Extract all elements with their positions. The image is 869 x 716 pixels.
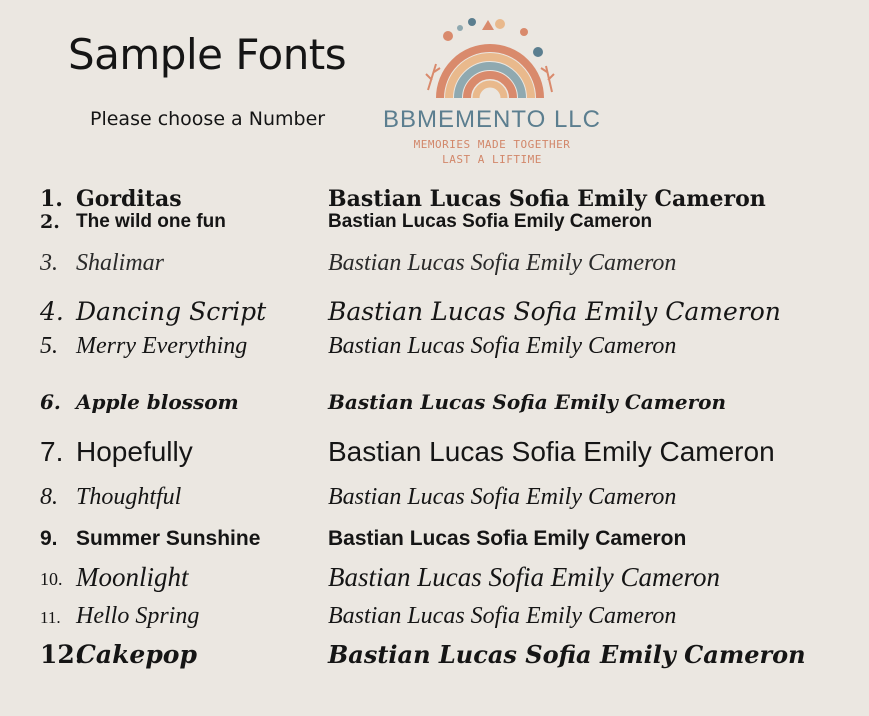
- font-number: 11.: [40, 608, 61, 627]
- font-name: Hopefully: [76, 436, 193, 467]
- rainbow-logo-icon: [420, 14, 560, 104]
- font-sample: Bastian Lucas Sofia Emily Cameron: [328, 390, 726, 414]
- font-name: Moonlight: [76, 562, 189, 592]
- page-title: Sample Fonts: [68, 30, 347, 79]
- font-name: Apple blossom: [76, 390, 239, 414]
- font-sample: Bastian Lucas Sofia Emily Cameron: [328, 527, 687, 550]
- font-name: Shalimar: [76, 250, 165, 276]
- font-number: 7.: [40, 436, 64, 467]
- font-number: 9.: [40, 527, 58, 550]
- font-number: 3.: [40, 250, 58, 276]
- font-sample: Bastian Lucas Sofia Emily Cameron: [328, 297, 781, 326]
- font-number: 8.: [40, 484, 58, 510]
- font-number: 5.: [40, 333, 58, 359]
- brand-tagline-line1: MEMORIES MADE TOGETHER: [413, 138, 571, 151]
- font-sample: Bastian Lucas Sofia Emily Cameron: [328, 186, 766, 212]
- font-name: Hello Spring: [76, 603, 200, 629]
- font-name: Summer Sunshine: [76, 527, 261, 550]
- font-sample: Bastian Lucas Sofia Emily Cameron: [328, 250, 677, 276]
- font-sample: Bastian Lucas Sofia Emily Cameron: [328, 333, 677, 359]
- brand-name: BBMEMENTO LLC: [383, 106, 601, 133]
- font-name: Merry Everything: [76, 333, 248, 359]
- font-sample: Bastian Lucas Sofia Emily Cameron: [328, 211, 653, 232]
- font-number: 12.: [40, 640, 84, 669]
- font-name: Thoughtful: [76, 484, 182, 510]
- font-name: Dancing Script: [76, 297, 267, 326]
- font-number: 4.: [40, 297, 64, 326]
- font-sample: Bastian Lucas Sofia Emily Cameron: [328, 603, 677, 629]
- font-sample: Bastian Lucas Sofia Emily Cameron: [328, 436, 775, 467]
- font-sample: Bastian Lucas Sofia Emily Cameron: [328, 640, 806, 669]
- page-subtitle: Please choose a Number: [90, 108, 326, 130]
- font-name: The wild one fun: [76, 211, 226, 232]
- font-sample: Bastian Lucas Sofia Emily Cameron: [328, 484, 677, 510]
- font-number: 10.: [40, 569, 63, 589]
- brand-tagline-line2: LAST A LIFTIME: [442, 153, 542, 166]
- font-sample: Bastian Lucas Sofia Emily Cameron: [328, 562, 720, 592]
- font-number: 6.: [40, 390, 61, 414]
- font-number: 2.: [40, 211, 60, 233]
- font-name: Gorditas: [76, 186, 182, 212]
- font-name: Cakepop: [76, 640, 197, 669]
- font-number: 1.: [40, 186, 63, 212]
